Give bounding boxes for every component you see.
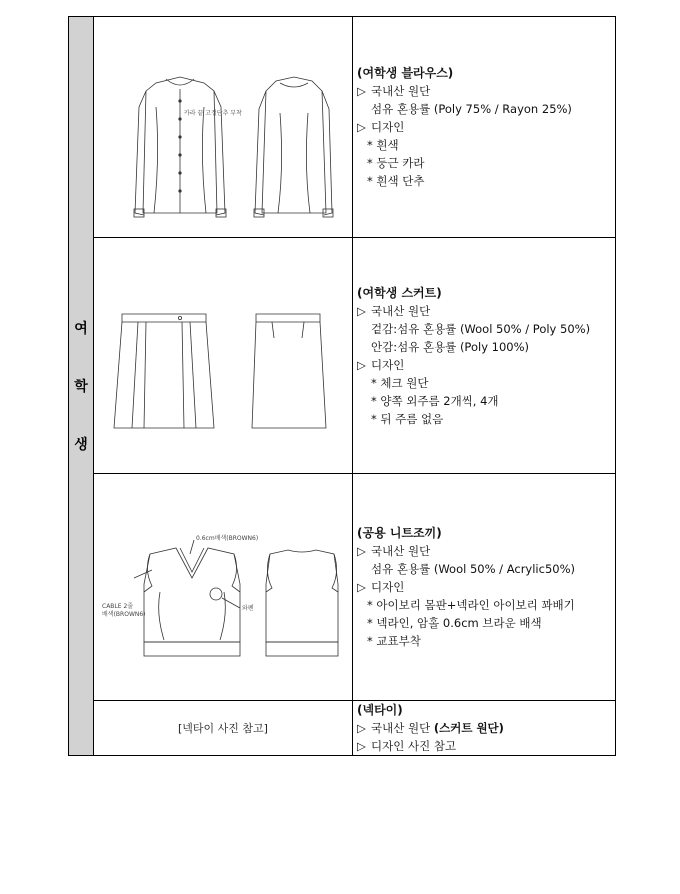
side-char: 여 <box>74 321 88 337</box>
desc-line: * 교표부착 <box>367 634 421 648</box>
skirt-row <box>69 238 616 474</box>
desc-line: 섬유 혼용률 (Poly 75% / Rayon 25%) <box>371 102 572 116</box>
item-title: (여학생 블라우스) <box>357 66 454 80</box>
desc-line: 섬유 혼용률 (Wool 50% / Acrylic50%) <box>371 562 575 576</box>
desc-line: 국내산 원단 <box>371 544 431 558</box>
vest-trim-note: 0.6cm배색(BROWN6) <box>196 535 259 542</box>
triangle-right-outline-icon: ▷ <box>357 739 366 753</box>
item-title: (넥타이) <box>357 703 403 717</box>
vest-color-note: 배색(BROWN6) <box>102 611 146 618</box>
blouse-description <box>353 17 616 238</box>
blouse-row <box>69 17 616 238</box>
desc-line: 디자인 사진 참고 <box>371 739 457 753</box>
vest-description <box>353 474 616 701</box>
desc-line: 디자인 <box>371 357 405 372</box>
triangle-right-outline-icon: ▷ <box>357 84 366 98</box>
desc-line: * 체크 원단 <box>371 375 429 390</box>
desc-line: * 흰색 단추 <box>367 174 425 188</box>
desc-line: * 넥라인, 암홀 0.6cm 브라운 배색 <box>367 616 542 630</box>
uniform-spec-table <box>68 16 616 756</box>
side-label <box>69 318 93 454</box>
item-title: (공용 니트조끼) <box>357 526 442 540</box>
desc-line: * 흰색 <box>367 138 399 152</box>
desc-line: 국내산 원단 <box>371 303 431 318</box>
triangle-right-outline-icon: ▷ <box>357 580 366 594</box>
blouse-sketch <box>94 17 352 238</box>
vest-patch-note: 와펜 <box>242 605 254 612</box>
necktie-photo-note: [넥타이 사진 참고] <box>178 722 268 735</box>
desc-line: 국내산 원단 <box>371 84 431 98</box>
necktie-description <box>353 701 616 756</box>
desc-line: 국내산 원단 <box>371 721 434 735</box>
skirt-description <box>353 238 616 474</box>
vest-row <box>69 474 616 701</box>
vest-sketch-cell <box>94 474 353 701</box>
desc-line-bold: (스커트 원단) <box>433 721 504 735</box>
necktie-row <box>69 701 616 756</box>
desc-line: * 둥근 카라 <box>367 156 425 170</box>
desc-line: 디자인 <box>371 120 405 134</box>
desc-line: 겉감:섬유 혼용률 (Wool 50% / Poly 50%) <box>371 321 591 336</box>
desc-line: * 아이보리 몸판+넥라인 아이보리 꽈배기 <box>367 598 575 612</box>
side-label-cell <box>69 17 94 756</box>
desc-line: 안감:섬유 혼용률 (Poly 100%) <box>371 339 530 354</box>
necktie-note-cell <box>94 701 353 756</box>
side-char: 학 <box>74 379 88 395</box>
triangle-right-outline-icon: ▷ <box>357 544 366 558</box>
skirt-sketch-cell <box>94 238 353 474</box>
vest-sketch <box>94 474 352 701</box>
triangle-right-outline-icon: ▷ <box>357 120 366 134</box>
side-char: 생 <box>74 437 88 453</box>
triangle-right-outline-icon: ▷ <box>357 721 366 735</box>
blouse-sketch-cell <box>94 17 353 238</box>
blouse-collar-note: 카라 끝 고정단추 부착 <box>184 110 242 117</box>
triangle-right-outline-icon: ▷ <box>357 357 366 372</box>
desc-line: * 양쪽 외주름 2개씩, 4개 <box>371 393 499 408</box>
triangle-right-outline-icon: ▷ <box>357 303 366 318</box>
desc-line: * 뒤 주름 없음 <box>371 411 444 426</box>
vest-cable-note: CABLE 2줄 <box>102 603 134 610</box>
desc-line: 디자인 <box>371 580 405 594</box>
item-title: (여학생 스커트) <box>357 285 442 300</box>
skirt-sketch <box>94 238 352 474</box>
